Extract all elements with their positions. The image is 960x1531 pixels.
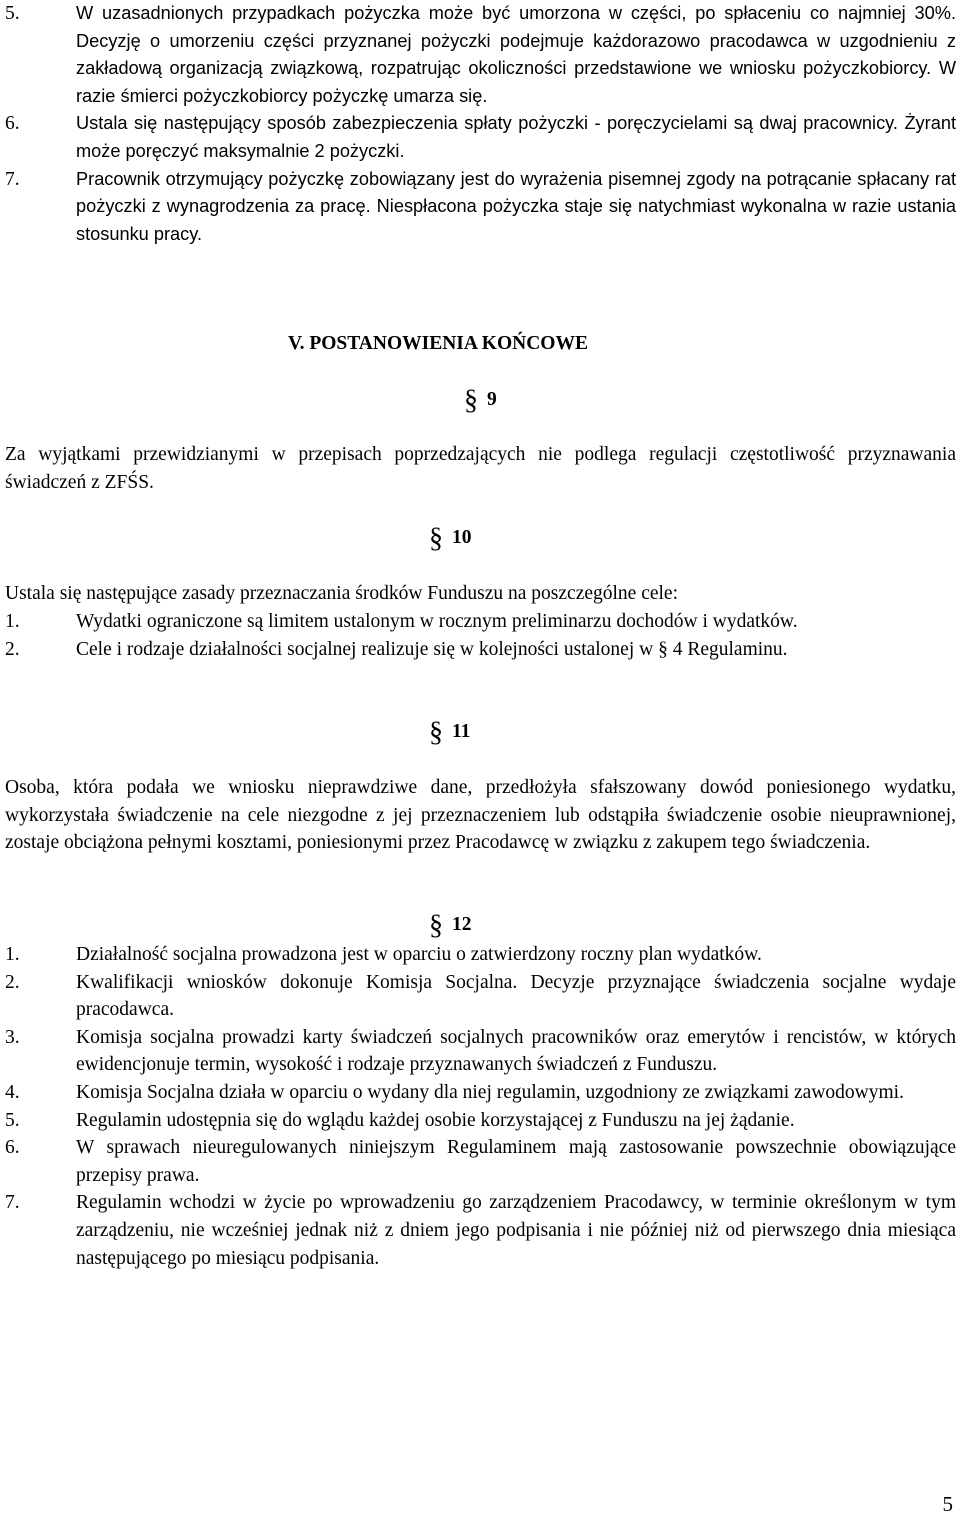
list-item-number: 2. [5,638,20,660]
list-item-text: W uzasadnionych przypadkach pożyczka może być umorzona w części, po spłaceniu co najmniej 30%. Decyzję o umorzeniu części przyznanej pożyczki podejmuje każdorazowo pracodawca w uzgodnieniu z zakładową organizacją związkową, rozpatrując okoliczności przedstawione we wniosku pożyczkobiorcy. W razie śmierci pożyczkobiorcy pożyczkę umarza się. [76,3,956,106]
list-item-number: 6. [5,113,20,135]
list-item [5,969,956,1024]
paragraph-heading-9 [464,386,497,415]
list-item-text: Kwalifikacji wniosków dokonuje Komisja Socjalna. Decyzje przyznające świadczenia socjalne wydaje pracodawca. [76,971,956,1021]
list-item-number: 1. [5,944,20,965]
paragraph-symbol: § [429,523,443,554]
paragraph-10-intro: Ustala się następujące zasady przeznaczania środków Funduszu na poszczególne cele: [5,583,678,604]
list-item-text: Ustala się następujący sposób zabezpieczenia spłaty pożyczki - poręczycielami są dwaj pracownicy. Żyrant może poręczyć maksymalnie 2 pożyczki. [76,113,956,161]
paragraph-heading-10 [429,524,472,553]
list-item-number: 7. [5,1192,20,1214]
list-item-text: Regulamin wchodzi w życie po wprowadzeniu go zarządzeniem Pracodawcy, w terminie określonym w tym zarządzeniu, nie wcześniej jednak niż z dniem jego podpisania i nie później niż od pierwszego dnia miesiąca następującego po miesiącu podpisania. [76,1192,956,1269]
list-item [5,636,956,664]
list-item-text: Cele i rodzaje działalności socjalnej realizuje się w kolejności ustalonej w § 4 Regulaminu. [76,638,788,660]
list-item-text: Działalność socjalna prowadzona jest w oparciu o zatwierdzony roczny plan wydatków. [76,944,762,965]
paragraph-heading-12 [429,911,472,940]
list-item [5,1079,956,1107]
list-item-number: 1. [5,611,20,632]
list-item [5,166,956,249]
paragraph-number: 9 [487,389,497,410]
list-item [5,1024,956,1079]
paragraph-symbol: § [429,910,443,941]
paragraph-10-list [5,608,956,663]
paragraph-12-list [5,941,956,1272]
list-item-number: 7. [5,168,20,190]
paragraph-symbol: § [464,385,478,416]
section-title: V. POSTANOWIENIA KOŃCOWE [288,333,588,354]
list-item [5,110,956,165]
paragraph-number: 11 [452,721,471,742]
list-item-text: Pracownik otrzymujący pożyczkę zobowiązany jest do wyrażenia pisemnej zgody na potrącanie spłacany rat pożyczki z wynagrodzenia za pracę. Niespłacona pożyczka staje się natychmiast wykonalna w razie ustania stosunku pracy. [76,168,956,244]
paragraph-number: 12 [452,914,472,935]
list-item [5,1107,956,1135]
list-item-number: 5. [5,1109,20,1131]
list-item [5,1134,956,1189]
paragraph-heading-11 [429,718,470,747]
list-item-number: 2. [5,971,20,993]
paragraph-11-text: Osoba, która podała we wniosku nieprawdziwe dane, przedłożyła sfałszowany dowód poniesionego wydatku, wykorzystała świadczenie na cele niezgodne z jej przeznaczeniem lub odstąpiła świadczenie osobie nieuprawnionej, zostaje obciążona pełnymi kosztami, poniesionymi przez Pracodawcę w związku z zakupem tego świadczenia. [5,777,956,854]
paragraph-9-text: Za wyjątkami przewidzianymi w przepisach poprzedzających nie podlega regulacji częstotliwość przyznawania świadczeń z ZFŚS. [5,444,956,493]
list-item-number: 5. [5,3,20,24]
loan-rules-list [5,0,956,248]
list-item-number: 6. [5,1137,20,1159]
list-item-text: Komisja socjalna prowadzi karty świadczeń socjalnych pracowników oraz emerytów i rencistów, w których ewidencjonuje termin, wysokość i rodzaje przyznawanych świadczeń z Funduszu. [76,1026,956,1076]
page-number: 5 [942,1492,953,1516]
paragraph-symbol: § [429,717,443,748]
list-item-text: W sprawach nieuregulowanych niniejszym Regulaminem mają zastosowanie powszechnie obowiązujące przepisy prawa. [76,1137,956,1186]
list-item [5,608,956,636]
list-item-text: Wydatki ograniczone są limitem ustalonym w rocznym preliminarzu dochodów i wydatków. [76,611,798,632]
list-item [5,0,956,110]
list-item-number: 4. [5,1081,20,1103]
list-item [5,1189,956,1272]
list-item-number: 3. [5,1026,20,1048]
list-item-text: Regulamin udostępnia się do wglądu każdej osobie korzystającej z Funduszu na jej żądanie. [76,1109,795,1131]
list-item-text: Komisja Socjalna działa w oparciu o wydany dla niej regulamin, uzgodniony ze związkami zawodowymi. [76,1081,904,1103]
list-item [5,941,956,969]
paragraph-number: 10 [452,527,472,548]
